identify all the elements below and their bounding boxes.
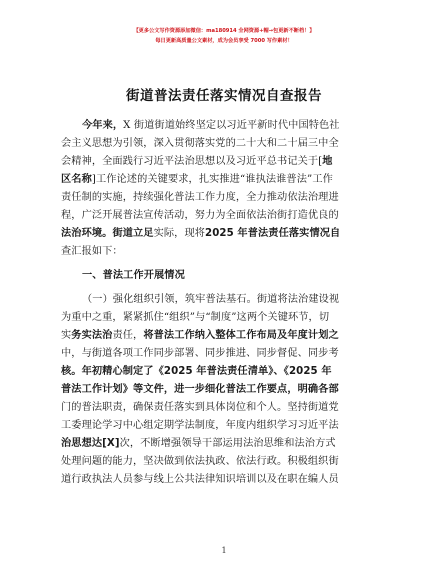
bold-text: 今年来， bbox=[82, 120, 124, 131]
document-body bbox=[61, 117, 387, 489]
paragraph bbox=[61, 117, 387, 261]
text-line bbox=[61, 399, 387, 417]
text-run: 门的普法职责，确保责任落实到具体岗位和个人。坚持街道党 bbox=[61, 402, 339, 413]
document-title: 街道普法责任落实情况自查报告 bbox=[126, 88, 322, 104]
text-run: 会精神，全面践行习近平法治思想以及习近平总书记关于[ bbox=[61, 156, 323, 167]
promo-banner bbox=[112, 26, 336, 46]
text-run: ]工作论述的关键要求，扎实推进“谁执法谁普法”工作 bbox=[91, 174, 333, 185]
promo-banner-line-1: 【更多公文写作资源添加微信：ma180914 全网资源+帽→包更新不断档！】 bbox=[133, 28, 315, 34]
bold-text: 普法工作计划》等文件，进一步细化普法工作要点，明确各部 bbox=[61, 384, 339, 395]
text-line bbox=[61, 207, 387, 225]
text-run: 责任制的实施，持续强化普法工作力度，全力推动依法治理进 bbox=[61, 192, 339, 203]
text-run: 实 bbox=[61, 330, 72, 341]
text-run: X 街道街道始终坚定以习近平新时代中国特色社 bbox=[123, 120, 340, 131]
text-run: 程，广泛开展普法宣传活动，努力为全面依法治街打造优良的 bbox=[61, 210, 339, 221]
text-line bbox=[61, 453, 387, 471]
text-line bbox=[61, 417, 387, 435]
text-line bbox=[61, 345, 387, 363]
text-line bbox=[61, 225, 387, 243]
text-run: 查汇报如下： bbox=[61, 246, 123, 257]
text-run: 工委理论学习中心组定期学法制度，年度内组织学习习近平法 bbox=[61, 420, 339, 431]
text-run: 次，不断增强领导干部运用法治思维和法治方式 bbox=[119, 438, 336, 449]
text-line bbox=[61, 171, 387, 189]
text-run: 责任， bbox=[112, 330, 144, 341]
bold-text: 务实法治 bbox=[71, 330, 113, 341]
text-line bbox=[61, 381, 387, 399]
text-line bbox=[61, 189, 387, 207]
bold-text: 治思想达[X] bbox=[61, 438, 120, 449]
text-run: 会主义思想为引领，深入贯彻落实党的二十大和二十届三中全 bbox=[61, 138, 339, 149]
text-run: 为重中之重，紧紧抓住“组织”与“制度”这两个关键环节，切 bbox=[61, 312, 330, 323]
promo-banner-line-2: 每日更新高质量公文素材，成为会员享受 7000 写作素材！ bbox=[155, 38, 293, 44]
text-line bbox=[61, 135, 387, 153]
bold-text: 2025 年普法责任落实情况自 bbox=[205, 228, 341, 239]
text-line bbox=[61, 153, 387, 171]
text-line bbox=[61, 243, 387, 261]
bold-text: 核。 bbox=[61, 366, 82, 377]
bold-text: 区名称 bbox=[61, 174, 92, 185]
text-line bbox=[61, 309, 387, 327]
bold-text: 将普法工作纳入整体工作布局及年度计划之 bbox=[143, 330, 339, 341]
bold-text: 地 bbox=[322, 156, 333, 167]
text-run: （一）强化组织引领，筑牢普法基石。街道将法治建设视 bbox=[82, 294, 340, 305]
text-line bbox=[61, 327, 387, 345]
bold-text: 年初精心制定了《2025 年普法责任清单》、《2025 年 bbox=[81, 366, 332, 377]
section-heading: 一、普法工作开展情况 bbox=[82, 270, 185, 281]
page-number: 1 bbox=[221, 546, 227, 555]
text-run: 实际，现将 bbox=[153, 228, 206, 239]
text-run: 处理问题的能力，坚决做到依法执政、依法行政。积极组织街 bbox=[61, 456, 339, 467]
text-line bbox=[61, 363, 387, 381]
text-line bbox=[61, 291, 387, 309]
paragraph bbox=[61, 291, 387, 489]
text-run: 中，与街道各项工作同步部署、同步推进、同步督促、同步考 bbox=[61, 348, 339, 359]
text-line bbox=[61, 435, 387, 453]
text-line bbox=[61, 117, 387, 135]
text-run: 道行政执法人员参与线上公共法律知识培训以及在职在编人员 bbox=[61, 474, 339, 485]
bold-text: 法治环境。 bbox=[61, 228, 113, 239]
text-line bbox=[61, 471, 387, 489]
bold-text: 街道立足 bbox=[112, 228, 154, 239]
